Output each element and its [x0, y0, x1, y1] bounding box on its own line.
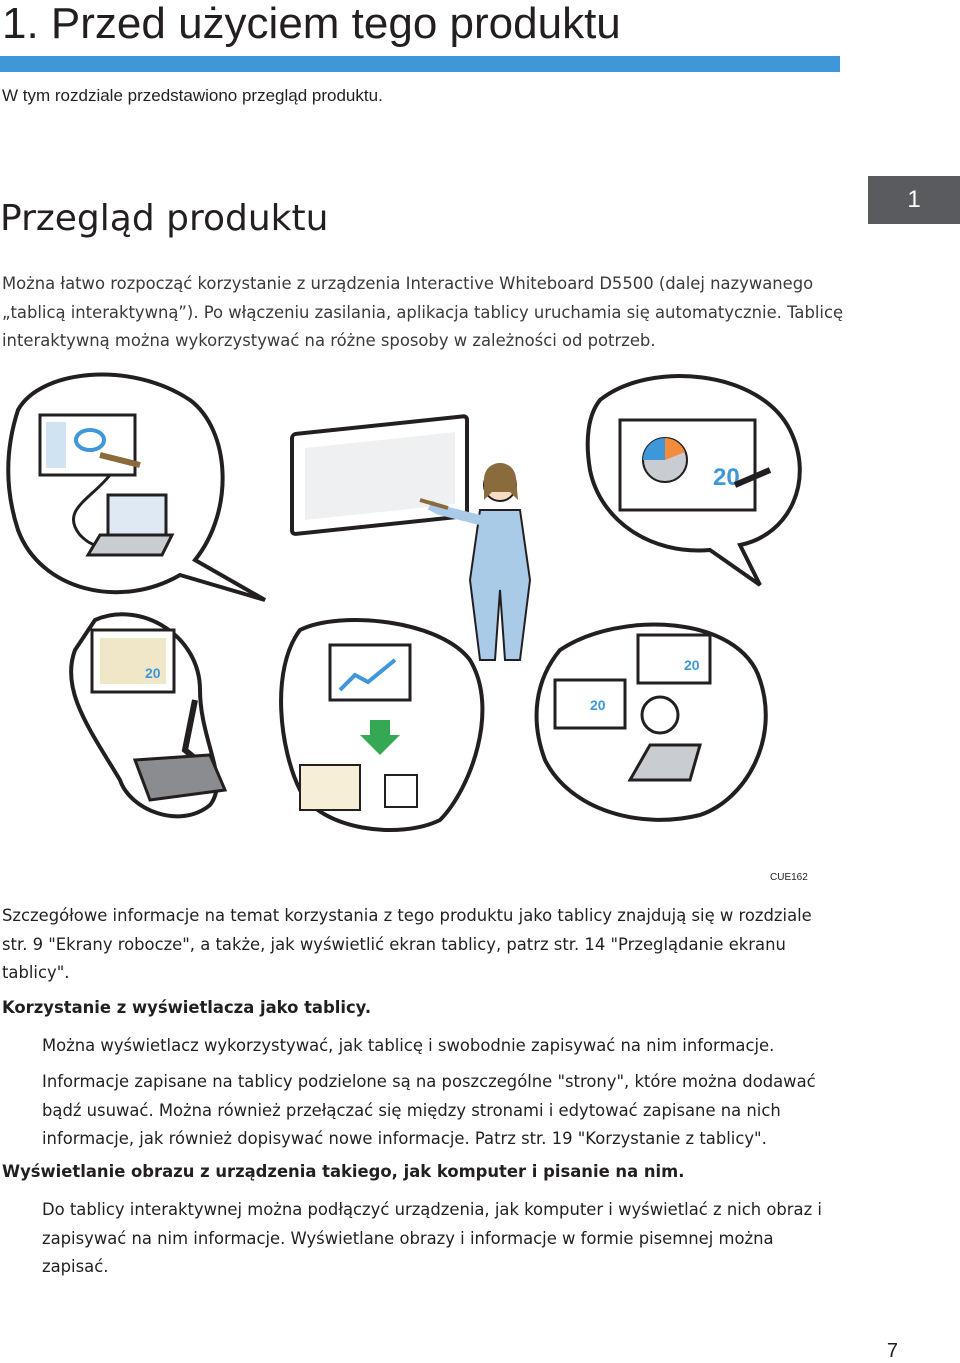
device-display-heading: Wyświetlanie obrazu z urządzenia takiego, jak komputer i pisanie na nim. — [2, 1162, 685, 1181]
device-display-paragraph: Do tablicy interaktywnej można podłączyć urządzenia, jak komputer i wyświetlać z nich obraz i zapisywać na nim informacje. Wyświetlane obrazy i informacje w formie pisemnej można zapisać. — [42, 1200, 822, 1277]
figure-code: CUE162 — [770, 872, 808, 883]
details-paragraph: Szczegółowe informacje na temat korzystania z tego produktu jako tablicy znajdują się w rozdziale str. 9 "Ekrany robocze", a także, jak wyświetlić ekran tablicy, patrz str. 14 "Przeglądanie ekranu tablicy". — [2, 906, 812, 983]
figure-label-20: 20 — [145, 665, 161, 681]
chapter-title: 1. Przed użyciem tego produktu — [2, 0, 621, 48]
product-usage-illustration — [0, 360, 820, 890]
figure-label-20: 20 — [684, 657, 700, 673]
section-title: Przegląd produktu — [0, 198, 329, 239]
chapter-tab: 1 — [868, 176, 960, 224]
whiteboard-use-paragraph-1: Można wyświetlacz wykorzystywać, jak tablicę i swobodnie zapisywać na nim informacje. — [42, 1036, 775, 1055]
save-bubble — [281, 620, 482, 830]
central-whiteboard — [292, 416, 467, 534]
figure-label-20: 20 — [590, 697, 606, 713]
pen-writing-bubble — [588, 376, 800, 585]
chapter-rule — [0, 56, 840, 72]
small-board-icon — [40, 415, 140, 475]
whiteboard-use-heading: Korzystanie z wyświetlacza jako tablicy. — [2, 998, 372, 1017]
document-camera-bubble — [71, 614, 225, 816]
laptop-bubble — [8, 375, 265, 600]
pie-chart-icon — [643, 438, 687, 482]
page-number: 7 — [886, 1340, 898, 1362]
network-share-bubble — [537, 625, 766, 820]
globe-icon — [642, 697, 678, 733]
whiteboard-use-paragraph-2: Informacje zapisane na tablicy podzielone są na poszczególne "strony", które można dodawać bądź usuwać. Można również przełączać się między stronami i edytować zapisane na nich informacje, jak również dopisywać nowe informacje. Patrz str. 19 "Korzystanie z tablicy". — [42, 1072, 816, 1149]
chapter-intro: W tym rozdziale przedstawiono przegląd produktu. — [2, 86, 383, 105]
overview-paragraph: Można łatwo rozpocząć korzystanie z urządzenia Interactive Whiteboard D5500 (dalej nazywanego „tablicą interaktywną”). Po włączeniu zasilania, aplikacja tablicy uruchamia się automatycznie. Tablicę interaktywną można wykorzystywać na różne sposoby w zależności od potrzeb. — [2, 274, 844, 351]
figure-label-20: 20 — [713, 464, 740, 491]
